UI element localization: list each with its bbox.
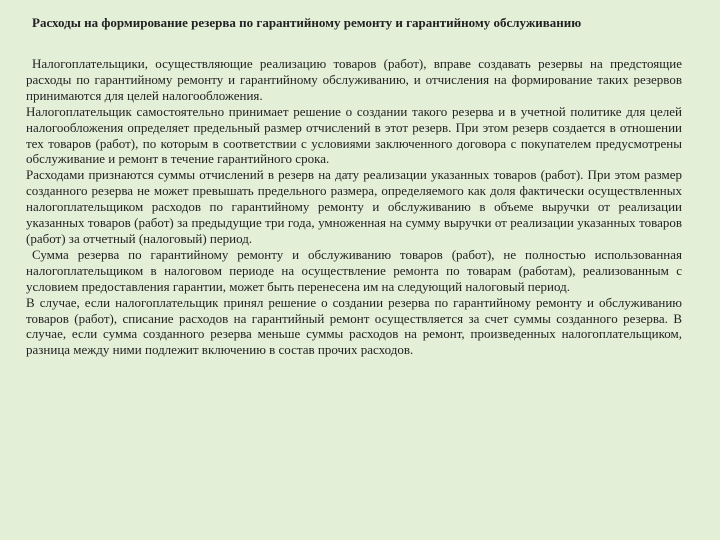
paragraph-5: В случае, если налогоплательщик принял решение о создании резерва по гарантийному ремонту и обслуживанию товаров (работ), списание расходов на гарантийный ремонт осуществляется за счет суммы созданного резерва. В случае, если сумма созданного резерва меньше суммы расходов на ремонт, произведенных налогоплательщиком, разница между ними подлежит включению в состав прочих расходов. [26, 294, 682, 358]
paragraph-1: Налогоплательщики, осуществляющие реализацию товаров (работ), вправе создавать резервы на предстоящие расходы по гарантийному ремонту и гарантийному обслуживанию, и отчисления на формирование таких резервов принимаются для целей налогообложения. [26, 56, 682, 103]
paragraph-2: Налогоплательщик самостоятельно принимает решение о создании такого резерва и в учетной политике для целей налогообложения определяет предельный размер отчислений в этот резерв. При этом резерв создается в отношении тех товаров (работ), по которым в соответствии с условиями заключенного договора с покупателем предусмотрены обслуживание и ремонт в течение гарантийного срока. [26, 103, 682, 167]
paragraph-3: Расходами признаются суммы отчислений в резерв на дату реализации указанных товаров (работ). При этом размер созданного резерва не может превышать предельного размера, определяемого как доля фактически осуществленных налогоплательщиком расходов по гарантийному ремонту и обслуживанию в объеме выручки от реализации указанных товаров (работ) за предыдущие три года, умноженная на сумму выручки от реализации указанных товаров (работ) за отчетный (налоговый) период. [26, 167, 682, 246]
document-title: Расходы на формирование резерва по гарантийному ремонту и гарантийному обслуживанию [32, 15, 582, 30]
paragraph-4: Сумма резерва по гарантийному ремонту и обслуживанию товаров (работ), не полностью использованная налогоплательщиком в налоговом периоде на осуществление ремонта по товарам (работам), реализованным с условием предоставления гарантии, может быть перенесена им на следующий налоговый период. [26, 246, 682, 294]
document-body [26, 56, 682, 358]
